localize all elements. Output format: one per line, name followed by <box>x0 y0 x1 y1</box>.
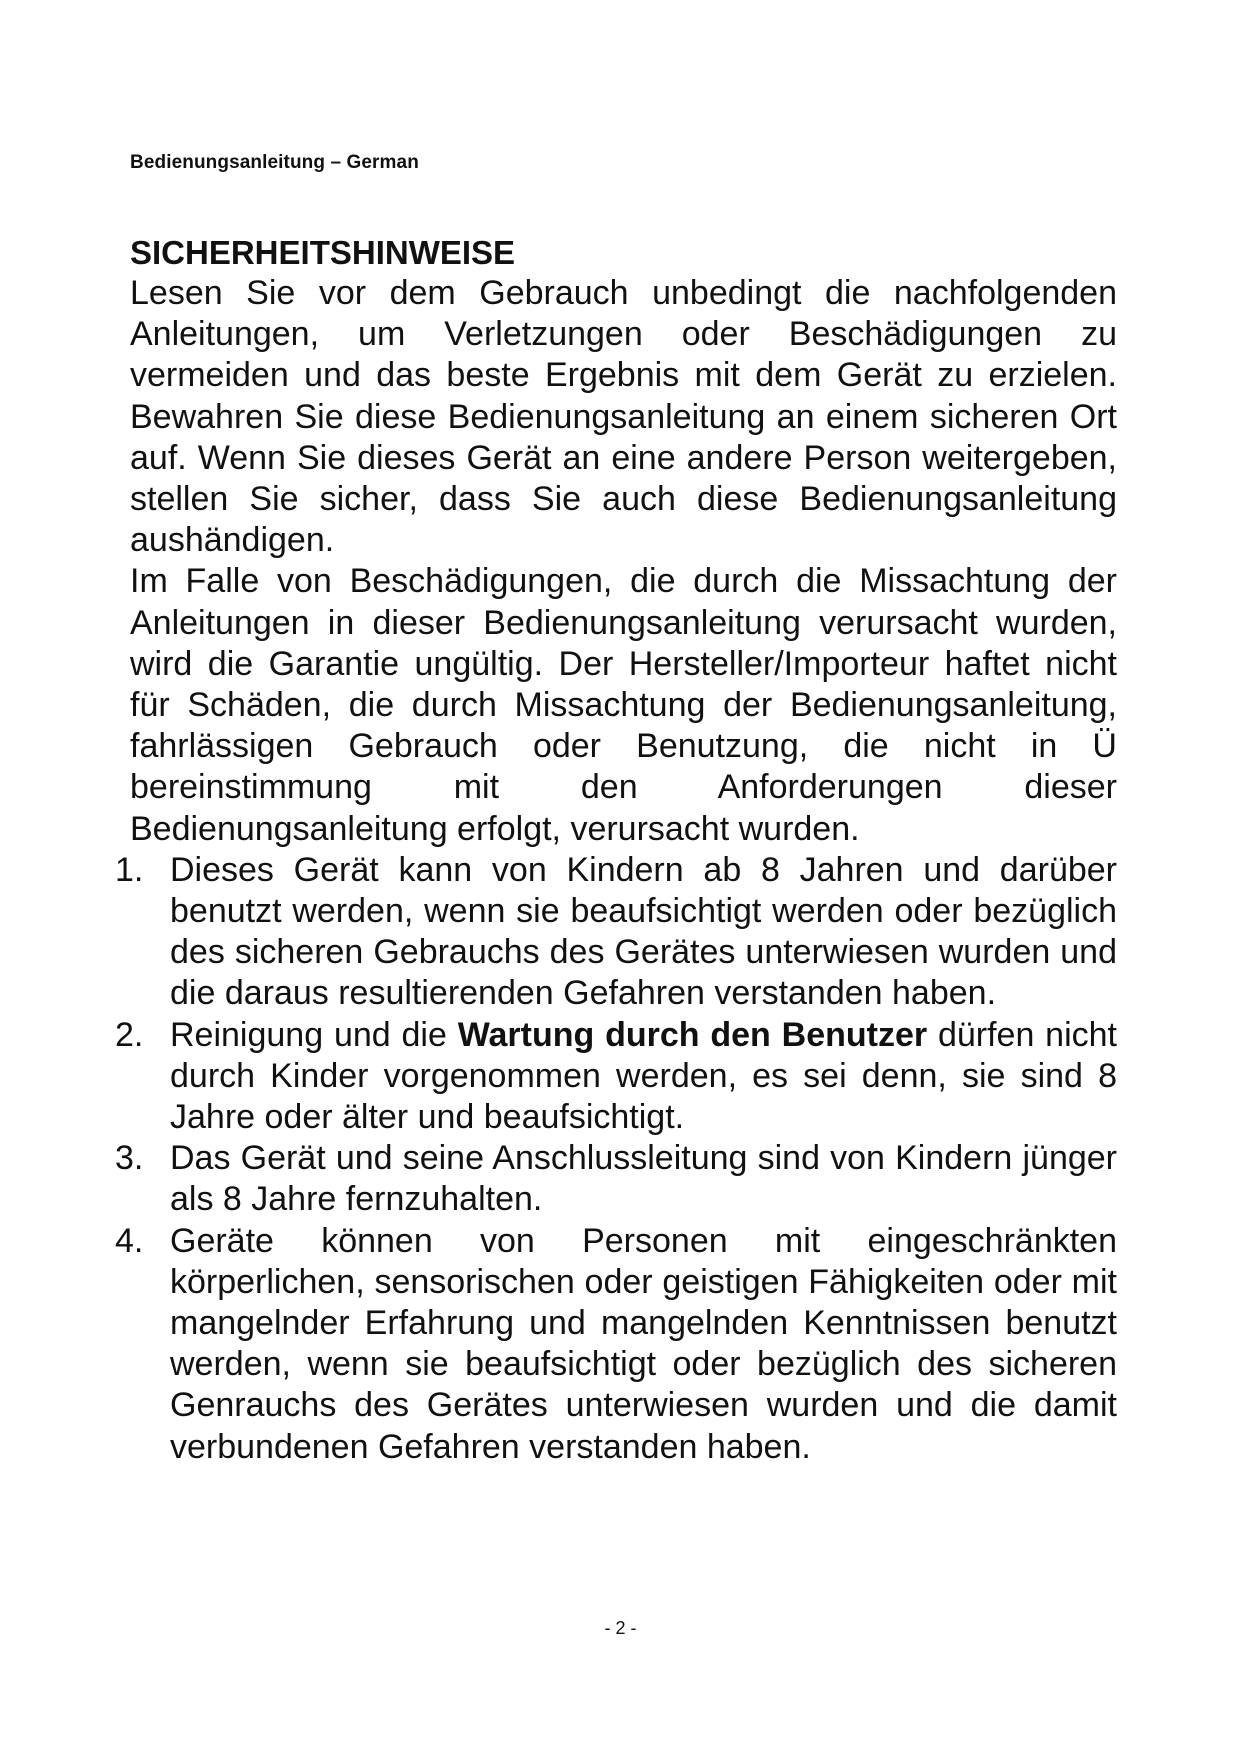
safety-list <box>115 850 1117 1468</box>
list-item-number: 4. <box>115 1221 144 1260</box>
list-item-number: 3. <box>115 1139 144 1178</box>
page-header: Bedienungsanleitung – German <box>130 152 419 173</box>
list-item-text: Das Gerät und seine Anschlussleitung sind von Kindern jünger als 8 Jahre fernzuhalten. <box>170 1139 1117 1219</box>
section-title: SICHERHEITSHINWEISE <box>130 234 516 271</box>
list-item-text-before: Reinigung und die <box>170 1015 458 1054</box>
page-number: - 2 - <box>604 1618 637 1638</box>
list-item <box>115 850 1117 1015</box>
list-item-number: 1. <box>115 850 144 889</box>
safety-section <box>115 232 1117 1468</box>
list-item <box>115 1221 1117 1468</box>
list-item-text-after: dürfen nicht durch Kinder vorgenommen werden, es sei denn, sie sind 8 Jahre oder älter und beaufsichtigt. <box>170 1015 1117 1137</box>
warranty-paragraph: Im Falle von Beschädigungen, die durch die Missachtung der Anleitungen in dieser Bedienungsanleitung verursacht wurden, wird die Garantie ungültig. Der Hersteller/Importeur haftet nicht für Schäden, die durch Missachtung der Bedienungsanleitung, fahrlässigen Gebrauch oder Benutzung, die nicht in Ü bereinstimmung mit den Anforderungen dieser Bedienungsanleitung erfolgt, verursacht wurden. <box>130 562 1117 848</box>
list-item-bold-text: Wartung durch den Benutzer <box>457 1015 928 1054</box>
list-item-number: 2. <box>115 1015 144 1054</box>
list-item-text: Geräte können von Personen mit eingeschränkten körperlichen, sensorischen oder geistigen Fähigkeiten oder mit mangelnder Erfahrung und mangelnden Kenntnissen benutzt werden, wenn sie beaufsichtigt oder bezüglich des sicheren Genrauchs des Gerätes unterwiesen wurden und die damit verbundenen Gefahren verstanden haben. <box>170 1221 1117 1466</box>
list-item <box>115 1138 1117 1220</box>
list-item <box>115 1015 1117 1139</box>
list-item-text: Dieses Gerät kann von Kindern ab 8 Jahren und darüber benutzt werden, wenn sie beaufsichtigt werden oder bezüglich des sicheren Gebrauchs des Gerätes unterwiesen wurden und die daraus resultierenden Gefahren verstanden haben. <box>170 850 1117 1013</box>
intro-paragraph: Lesen Sie vor dem Gebrauch unbedingt die nachfolgenden Anleitungen, um Verletzungen oder Beschädigungen zu vermeiden und das beste Ergebnis mit dem Gerät zu erzielen. Bewahren Sie diese Bedienungsanleitung an einem sicheren Ort auf. Wenn Sie dieses Gerät an eine andere Person weitergeben, stellen Sie sicher, dass Sie auch diese Bedienungsanleitung aushändigen. <box>130 274 1117 560</box>
